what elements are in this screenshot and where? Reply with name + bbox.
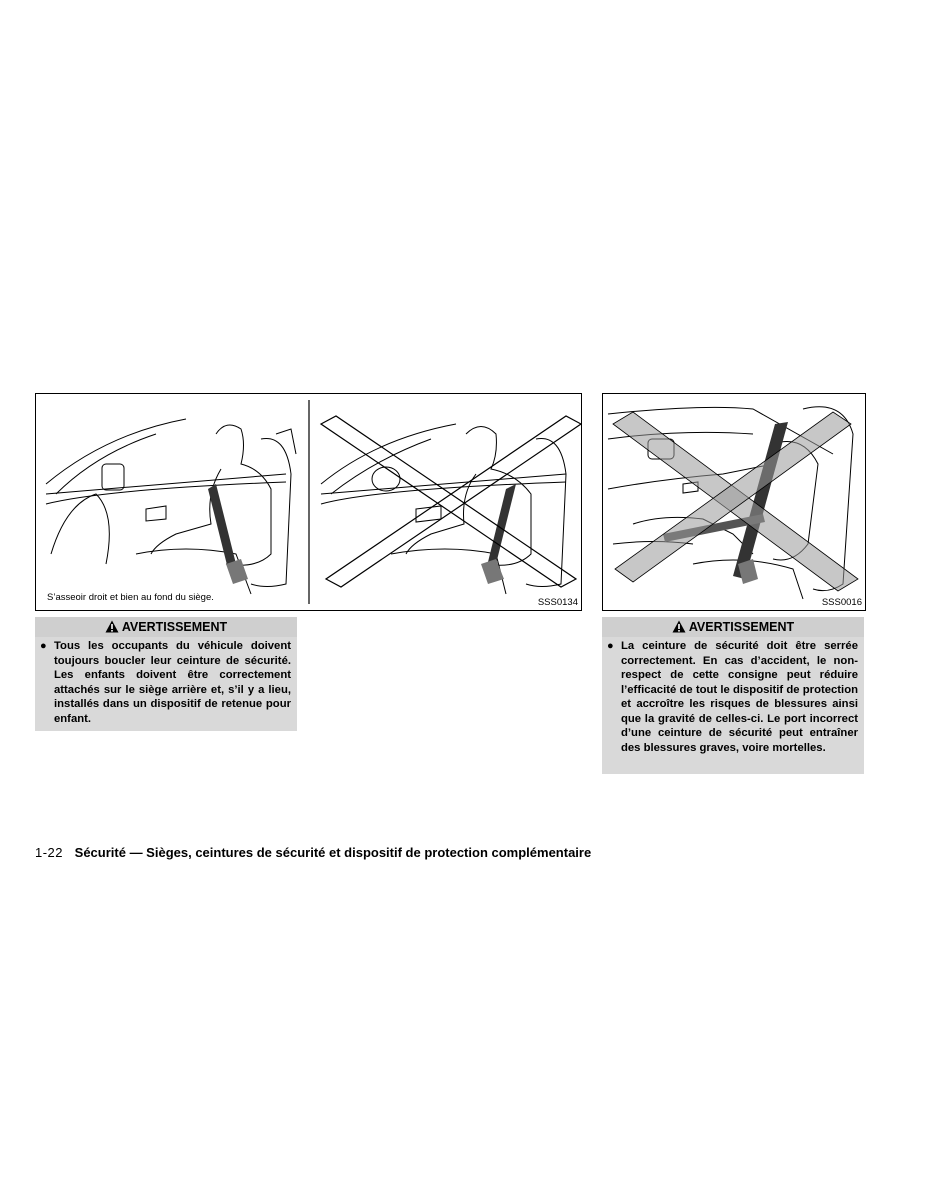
page-footer: [35, 845, 591, 860]
warning-heading-text: AVERTISSEMENT: [688, 620, 795, 634]
warning-triangle-icon: [105, 619, 119, 639]
warning-heading: [602, 617, 864, 637]
warning-box-occupants: [35, 617, 297, 731]
warning-box-belt-tightness: [602, 617, 864, 774]
figure-caption: S’asseoir droit et bien au fond du siège.: [47, 592, 214, 603]
bullet-mark: ●: [40, 640, 47, 652]
section-title: Sécurité — Sièges, ceintures de sécurité et dispositif de protection complémentaire: [74, 845, 592, 860]
warning-text-block: [602, 639, 864, 755]
page-number: 1-22: [35, 845, 64, 860]
warning-heading-text: AVERTISSEMENT: [121, 620, 228, 634]
warning-triangle-icon: [672, 619, 686, 639]
warning-text: La ceinture de sécurité doit être serrée correctement. En cas d’accident, le non-respect de cette consigne peut réduire l’efficacité de tout le dispositif de protection et accroître les risques de blessures ainsi que la gravité de celles-ci. Le port incorrect d’une ceinture de sécurité peut entraîner des blessures graves, voire mortelles.: [621, 640, 858, 754]
warning-text-block: [35, 639, 297, 726]
figure-belt-incorrect: [602, 393, 866, 611]
warning-text: Tous les occupants du véhicule doivent toujours boucler leur ceinture de sécurité. Les enfants doivent être correctement attachés sur le siège arrière et, s’il y a lieu, installés dans un dispositif de retenue pour enfant.: [54, 640, 291, 725]
belt-illustration: [603, 394, 865, 610]
warning-heading: [35, 617, 297, 637]
bullet-mark: ●: [607, 640, 614, 652]
figure-code: SSS0134: [537, 597, 578, 608]
figure-seating-posture: [35, 393, 582, 611]
seating-illustration: [36, 394, 581, 610]
figure-code: SSS0016: [821, 597, 862, 608]
